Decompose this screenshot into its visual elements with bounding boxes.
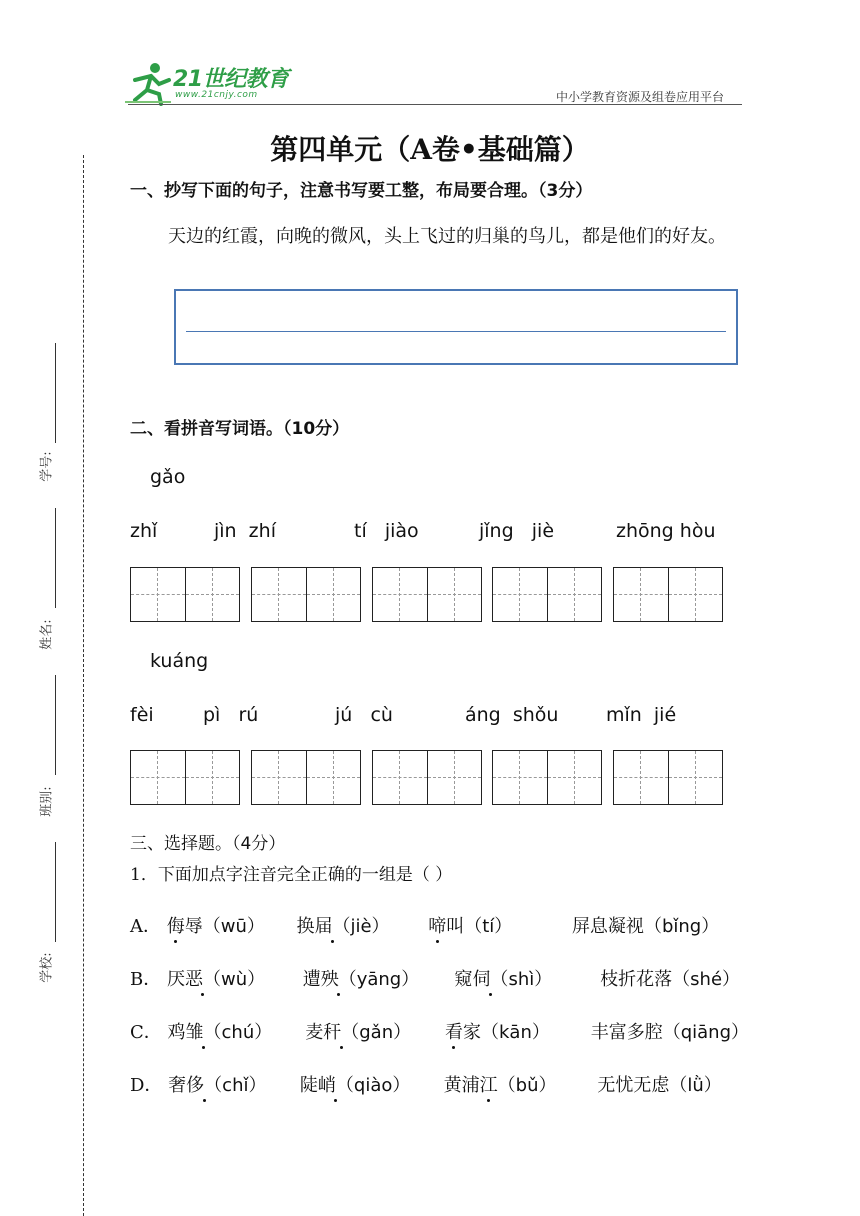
class-label: 班别: [39,786,55,817]
copy-sentence: 天边的红霞，向晚的微风，头上飞过的归巢的鸟儿，都是他们的好友。 [168,226,726,247]
binding-dashed-line [83,155,84,1216]
pinyin-7: pì rú [203,704,259,726]
copy-answer-box[interactable] [174,289,738,365]
option-c[interactable]: C． 鸡雏（chú） 麦秆（gǎn） 看家（kān） 丰富多腔（qiāng） [130,1018,749,1044]
page-title: 第四单元（A卷•基础篇） [270,133,590,166]
pinyin-3: tí jiào [354,520,419,542]
name-line [55,508,56,608]
tianzige-box[interactable] [251,567,361,622]
student-id-label: 学号: [39,451,55,482]
writing-line [186,331,726,332]
tianzige-box[interactable] [372,567,482,622]
site-slogan: 中小学教育资源及组卷应用平台 [555,90,724,104]
class-line [55,675,56,775]
name-label: 姓名: [39,619,55,650]
pinyin-1: zhǐ [130,520,158,542]
pinyin-row1-top: gǎo [150,466,186,488]
header-divider [128,104,742,105]
option-b[interactable]: B． 厌恶（wù） 遭殃（yāng） 窥伺（shì） 枝折花落（shé） [130,965,740,991]
runner-icon [125,60,173,106]
school-line [55,842,56,942]
tianzige-box[interactable] [492,567,602,622]
pinyin-9: áng shǒu [465,704,559,726]
pinyin-5: zhōng hòu [616,520,716,542]
logo-text: 21世纪教育 [173,67,289,92]
section1-heading: 一、抄写下面的句子，注意书写要工整，布局要合理。（3分） [130,181,593,201]
pinyin-10: mǐn jié [606,704,677,726]
tianzige-box[interactable] [492,750,602,805]
section2-heading: 二、看拼音写词语。（10分） [130,419,350,439]
school-label: 学校: [39,952,55,983]
pinyin-6: fèi [130,704,154,726]
section3-heading: 三、选择题。（4分） [130,834,286,854]
tianzige-box[interactable] [130,567,240,622]
logo-url: www.21cnjy.com [175,90,258,100]
option-a[interactable]: A． 侮辱（wū） 换届（jiè） 啼叫（tí） 屏息凝视（bǐng） [130,912,719,938]
tianzige-box[interactable] [613,567,723,622]
tianzige-box[interactable] [613,750,723,805]
pinyin-row2-top: kuáng [150,650,209,672]
pinyin-4: jǐng jiè [479,520,555,542]
site-logo [125,60,290,106]
pinyin-8: jú cù [335,704,393,726]
tianzige-box[interactable] [130,750,240,805]
tianzige-box[interactable] [251,750,361,805]
student-id-line [55,343,56,443]
tianzige-box[interactable] [372,750,482,805]
option-d[interactable]: D． 奢侈（chǐ） 陡峭（qiào） 黄浦江（bǔ） 无忧无虑（lǜ） [130,1071,722,1097]
pinyin-2: jìn zhí [214,520,276,542]
question-1: 1．下面加点字注音完全正确的一组是（ ） [130,865,453,885]
